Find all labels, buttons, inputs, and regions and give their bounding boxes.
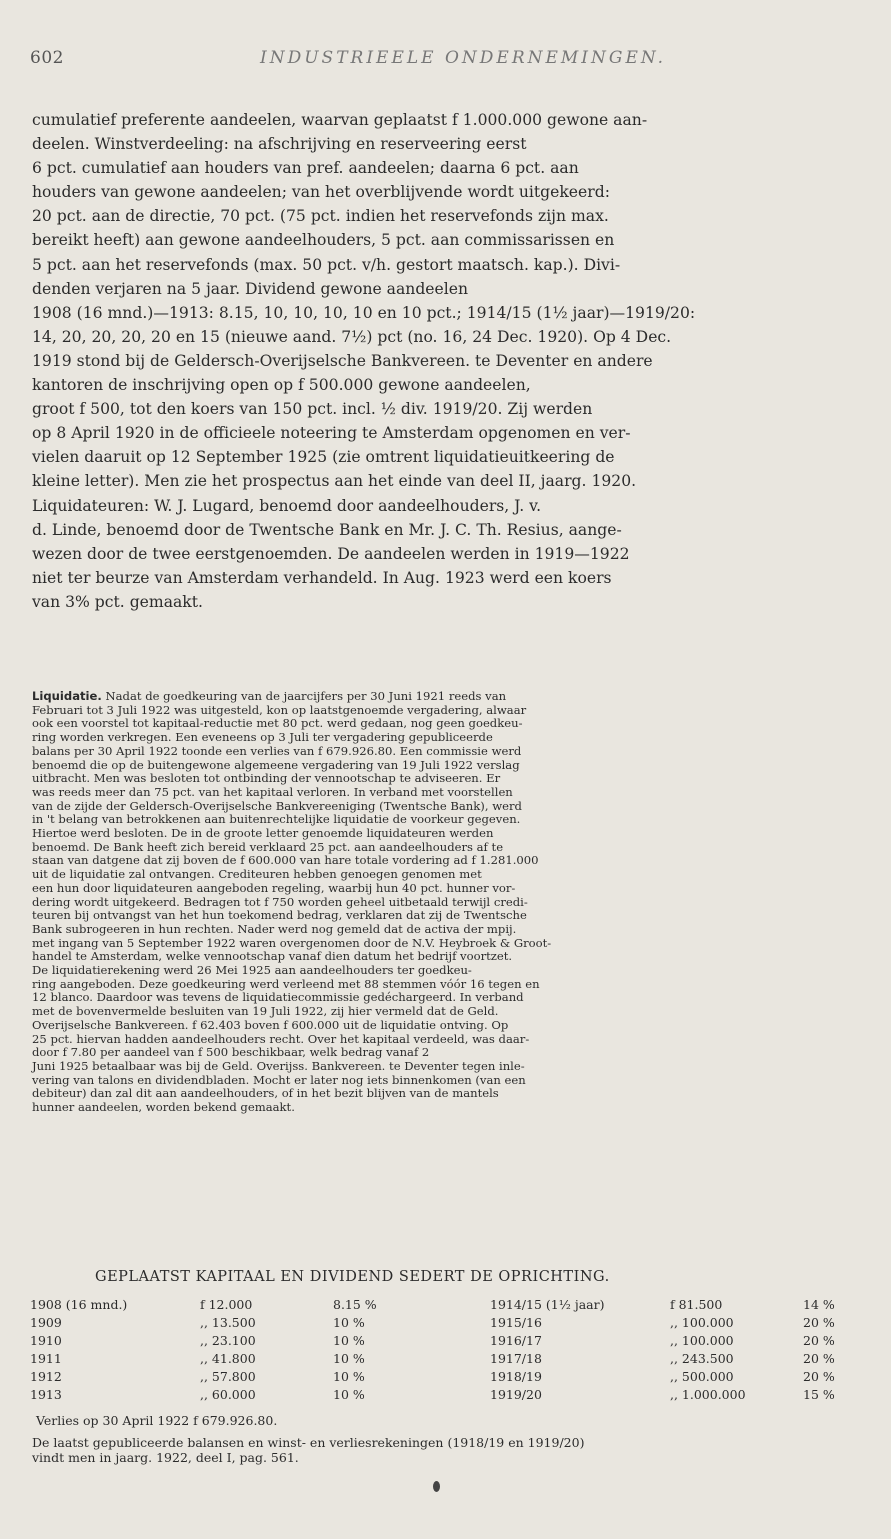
table-cell: 1912 <box>30 1369 62 1385</box>
table-cell: 1914/15 (1½ jaar) <box>490 1297 605 1312</box>
text-line: deelen. Winstverdeeling: na afschrijving en reserveering eerst <box>32 135 527 154</box>
text-line: bereikt heeft) aan gewone aandeelhouders, 5 pct. aan commissarissen en <box>32 231 615 250</box>
text-line: vielen daaruit op 12 September 1925 (zie omtrent liquidatieuitkeering de <box>32 448 615 467</box>
page-header <box>30 48 870 78</box>
ink-spot-mark <box>433 1481 440 1492</box>
text-line: op 8 April 1920 in de officieele noteering te Amsterdam opgenomen en ver- <box>32 424 631 443</box>
footer-text <box>32 1435 870 1465</box>
text-line: 20 pct. aan de directie, 70 pct. (75 pct. indien het reservefonds zijn max. <box>32 207 609 226</box>
table-cell: 10 % <box>333 1387 365 1403</box>
table-cell: 1915/16 <box>490 1315 542 1331</box>
table-row <box>30 1351 870 1369</box>
text-line: balans per 30 April 1922 toonde een verlies van f 679.926.80. Een commissie werd <box>32 743 522 758</box>
text-line: met de bovenvermelde besluiten van 19 Juli 1922, zij hier vermeld dat de Geld. <box>32 1004 499 1019</box>
main-text <box>32 108 870 614</box>
text-line: De laatst gepubliceerde balansen en winst- en verliesrekeningen (1918/19 en 1919/20) <box>32 1435 585 1450</box>
text-line: dering wordt uitgekeerd. Bedragen tot f 750 worden geheel uitbetaald terwijl credi- <box>32 894 528 909</box>
text-line: hunner aandeelen, worden bekend gemaakt. <box>32 1100 295 1115</box>
table-cell: 20 % <box>803 1351 835 1367</box>
text-line: van de zijde der Geldersch-Overijselsche Bankvereeniging (Twentsche Bank), werd <box>32 798 522 813</box>
table-cell: 1918/19 <box>490 1369 542 1385</box>
text-fragment: Nadat de goedkeuring van de jaarcijfers per 30 Juni 1921 reeds van <box>105 689 507 703</box>
text-line: Bank subrogeeren in hun rechten. Nader werd nog gemeld dat de activa der mpij. <box>32 921 517 936</box>
table-cell: 10 % <box>333 1351 365 1367</box>
text-line: ring aangeboden. Deze goedkeuring werd verleend met 88 stemmen vóór 16 tegen en <box>32 976 540 991</box>
text-line <box>32 690 870 704</box>
table-row <box>30 1315 870 1333</box>
table-row <box>30 1387 870 1405</box>
text-line: kantoren de inschrijving open op f 500.000 gewone aandeelen, <box>32 376 531 395</box>
page-number: 602 <box>30 48 64 68</box>
table-cell: ,, 57.800 <box>200 1369 256 1385</box>
table-cell: 8.15 % <box>333 1297 377 1312</box>
table-cell: 1919/20 <box>490 1387 542 1403</box>
table-cell: 20 % <box>803 1315 835 1331</box>
table-title: GEPLAATST KAPITAAL EN DIVIDEND SEDERT DE OPRICHTING. <box>95 1269 610 1285</box>
text-line: benoemd die op de buitengewone algemeene vergadering van 19 Juli 1922 verslag <box>32 757 520 772</box>
text-line: benoemd. De Bank heeft zich bereid verklaard 25 pct. aan aandeelhouders af te <box>32 839 504 854</box>
text-line: wezen door de twee eerstgenoemden. De aandeelen werden in 1919—1922 <box>32 544 630 563</box>
text-line: debiteur) dan zal dit aan aandeelhouders, of in het bezit blijven van de mantels <box>32 1086 499 1101</box>
text-line: was reeds meer dan 75 pct. van het kapitaal verloren. In verband met voorstellen <box>32 784 513 799</box>
section-heading: Liquidatie. <box>32 689 102 703</box>
table-cell: ,, 23.100 <box>200 1333 256 1349</box>
table-cell: 20 % <box>803 1333 835 1349</box>
text-line: staan van datgene dat zij boven de f 600.000 van hare totale vordering ad f 1.281.000 <box>32 853 539 868</box>
text-line: 14, 20, 20, 20, 20 en 15 (nieuwe aand. 7½) pct (no. 16, 24 Dec. 1920). Op 4 Dec. <box>32 327 672 346</box>
text-line: 12 blanco. Daardoor was tevens de liquidatiecommissie gedéchargeerd. In verband <box>32 990 524 1005</box>
text-line: vering van talons en dividendbladen. Mocht er later nog iets binnenkomen (van een <box>32 1072 526 1087</box>
table-row <box>30 1297 870 1315</box>
table-cell: 1908 (16 mnd.) <box>30 1297 128 1312</box>
table-cell: ,, 1.000.000 <box>670 1387 746 1403</box>
text-line: 25 pct. hiervan hadden aandeelhouders recht. Over het kapitaal verdeeld, was daar- <box>32 1031 530 1046</box>
text-line: groot f 500, tot den koers van 150 pct. incl. ½ div. 1919/20. Zij werden <box>32 400 593 419</box>
text-line: ook een voorstel tot kapitaal-reductie met 80 pct. werd gedaan, nog geen goedkeu- <box>32 716 523 731</box>
text-line: vindt men in jaarg. 1922, deel I, pag. 561. <box>32 1450 299 1465</box>
text-line: 5 pct. aan het reservefonds (max. 50 pct. v/h. gestort maatsch. kap.). Divi- <box>32 255 621 274</box>
table-cell: 1909 <box>30 1315 62 1331</box>
table-row <box>30 1333 870 1351</box>
text-line: Overijselsche Bankvereen. f 62.403 boven f 600.000 uit de liquidatie ontving. Op <box>32 1017 509 1032</box>
table-cell: 1910 <box>30 1333 62 1349</box>
table-cell: 1916/17 <box>490 1333 542 1349</box>
text-line: ring worden verkregen. Een eveneens op 3 Juli ter vergadering gepubliceerde <box>32 730 493 745</box>
table-row <box>30 1369 870 1387</box>
text-line: door f 7.80 per aandeel van f 500 beschikbaar, welk bedrag vanaf 2 <box>32 1045 430 1060</box>
table-cell: 14 % <box>803 1297 835 1312</box>
table-cell: f 81.500 <box>670 1297 723 1312</box>
table-cell: ,, 100.000 <box>670 1333 734 1349</box>
liquidatie-section <box>32 690 870 1115</box>
text-line: cumulatief preferente aandeelen, waarvan geplaatst f 1.000.000 gewone aan- <box>32 111 648 129</box>
text-line: 1919 stond bij de Geldersch-Overijselsche Bankvereen. te Deventer en andere <box>32 351 653 370</box>
text-line: 6 pct. cumulatief aan houders van pref. aandeelen; daarna 6 pct. aan <box>32 159 579 178</box>
table-cell: 15 % <box>803 1387 835 1403</box>
text-line: d. Linde, benoemd door de Twentsche Bank en Mr. J. C. Th. Resius, aange- <box>32 520 622 539</box>
table-cell: ,, 100.000 <box>670 1315 734 1331</box>
table-cell: ,, 243.500 <box>670 1351 734 1367</box>
table-cell: 20 % <box>803 1369 835 1385</box>
text-line: teuren bij ontvangst van het hun toekomend bedrag, verklaren dat zij de Twentsche <box>32 908 527 923</box>
table-cell: 1911 <box>30 1351 62 1367</box>
text-line: Hiertoe werd besloten. De in de groote letter genoemde liquidateuren werden <box>32 826 494 841</box>
table-cell: ,, 60.000 <box>200 1387 256 1403</box>
text-line: Februari tot 3 Juli 1922 was uitgesteld, kon op laatstgenoemde vergadering, alwaar <box>32 702 527 717</box>
capital-dividend-table <box>30 1297 870 1406</box>
text-line: houders van gewone aandeelen; van het overblijvende wordt uitgekeerd: <box>32 183 610 202</box>
text-line: 1908 (16 mnd.)—1913: 8.15, 10, 10, 10, 10 en 10 pct.; 1914/15 (1½ jaar)—1919/20: <box>32 303 696 322</box>
table-cell: 10 % <box>333 1333 365 1349</box>
table-cell: ,, 500.000 <box>670 1369 734 1385</box>
text-line: Liquidateuren: W. J. Lugard, benoemd door aandeelhouders, J. v. <box>32 496 542 515</box>
text-line: kleine letter). Men zie het prospectus aan het einde van deel II, jaarg. 1920. <box>32 472 637 491</box>
text-line: een hun door liquidateuren aangeboden regeling, waarbij hun 40 pct. hunner vor- <box>32 880 516 895</box>
table-cell: 10 % <box>333 1369 365 1385</box>
table-cell: 1917/18 <box>490 1351 542 1367</box>
text-line: in 't belang van betrokkenen aan buitenrechtelijke liquidatie de voorkeur gegeven. <box>32 812 521 827</box>
table-note: Verlies op 30 April 1922 f 679.926.80. <box>36 1413 278 1428</box>
text-line: uitbracht. Men was besloten tot ontbinding der vennootschap te adviseeren. Er <box>32 771 501 786</box>
text-line: De liquidatierekening werd 26 Mei 1925 aan aandeelhouders ter goedkeu- <box>32 963 472 978</box>
text-line: handel te Amsterdam, welke vennootschap vanaf dien datum het bedrijf voortzet. <box>32 949 513 964</box>
text-line: denden verjaren na 5 jaar. Dividend gewone aandeelen <box>32 279 469 298</box>
table-cell: f 12.000 <box>200 1297 253 1312</box>
table-cell: 1913 <box>30 1387 62 1403</box>
table-cell: ,, 13.500 <box>200 1315 256 1331</box>
text-line: uit de liquidatie zal ontvangen. Crediteuren hebben genoegen genomen met <box>32 867 482 882</box>
text-line: van 3% pct. gemaakt. <box>32 592 203 611</box>
table-cell: 10 % <box>333 1315 365 1331</box>
table-cell: ,, 41.800 <box>200 1351 256 1367</box>
text-line: met ingang van 5 September 1922 waren overgenomen door de N.V. Heybroek & Groot- <box>32 935 552 950</box>
text-line: Juni 1925 betaalbaar was bij de Geld. Overijss. Bankvereen. te Deventer tegen inle- <box>32 1058 525 1073</box>
text-line: niet ter beurze van Amsterdam verhandeld. In Aug. 1923 werd een koers <box>32 568 612 587</box>
running-title: INDUSTRIEELE ONDERNEMINGEN. <box>260 48 667 68</box>
